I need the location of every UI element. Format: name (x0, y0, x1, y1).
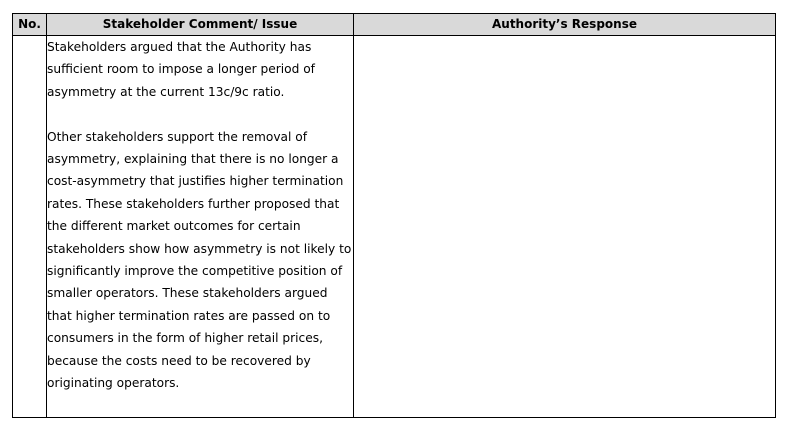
comment-paragraph-1: Stakeholders argued that the Authority has sufficient room to impose a longer period of asymmetry at the current 13c/9c ratio. (47, 40, 315, 99)
table-body (13, 36, 776, 418)
header-row (13, 14, 776, 36)
table-row (13, 36, 776, 418)
authority-response-cell (354, 36, 776, 418)
header-authority-response: Authority’s Response (354, 14, 776, 36)
stakeholder-comment-cell (47, 36, 354, 418)
header-stakeholder-comment: Stakeholder Comment/ Issue (47, 14, 354, 36)
header-no: No. (13, 14, 47, 36)
row-number-cell (13, 36, 47, 418)
comments-table (12, 13, 776, 418)
comment-paragraph-2: Other stakeholders support the removal of asymmetry, explaining that there is no longer a cost-asymmetry that justifies higher termination rates. These stakeholders further proposed that the different market outcomes for certain stakeholders show how asymmetry is not likely to significantly improve the competitive position of smaller operators. These stakeholders argued that higher termination rates are passed on to consumers in the form of higher retail prices, because the costs need to be recovered by originating operators. (47, 129, 352, 391)
table-header (13, 14, 776, 36)
